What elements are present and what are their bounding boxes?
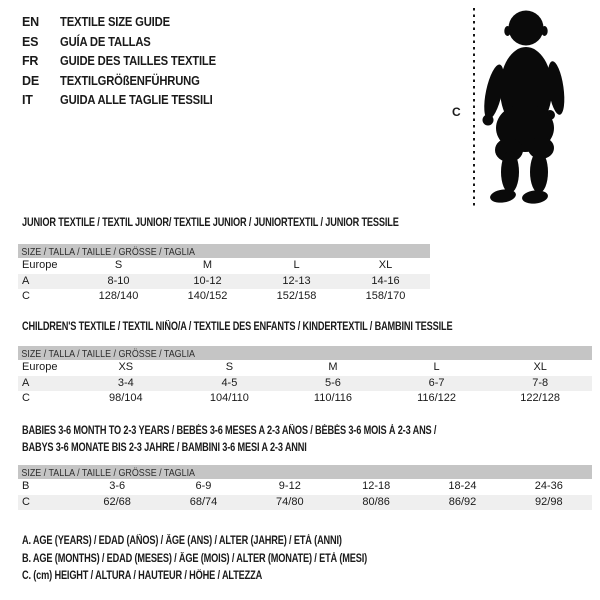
language-label: GUIDE DES TAILLES TEXTILE — [60, 54, 216, 68]
table-cell: 110/116 — [313, 392, 353, 404]
footnote-line: B. AGE (MONTHS) / EDAD (MESES) / ÂGE (MOIS) / ALTER (MONATE) / ETÀ (MESI) — [22, 552, 368, 565]
language-row — [22, 13, 233, 33]
junior-size-table — [18, 244, 430, 305]
table-row — [18, 479, 592, 495]
table-cell: 92/98 — [535, 495, 563, 508]
row-label: C — [22, 290, 30, 302]
table-cell: 74/80 — [276, 495, 304, 508]
table-cell: 140/152 — [187, 290, 228, 302]
section-title-line: JUNIOR TEXTILE / TEXTIL JUNIOR/ TEXTILE JUNIOR / JUNIORTEXTIL / JUNIOR TESSILE — [22, 217, 399, 229]
table-cell: XS — [118, 361, 134, 373]
table-cell: XL — [378, 259, 393, 271]
size-header-text: SIZE / TALLA / TAILLE / GRÖSSE / TAGLIA — [21, 467, 196, 479]
table-cell: 12-18 — [362, 480, 391, 492]
footnote-line: A. AGE (YEARS) / EDAD (AÑOS) / ÂGE (ANS) / ALTER (JAHRE) / ETÀ (ANNI) — [22, 535, 342, 547]
children-size-table — [18, 346, 592, 407]
language-label: TEXTILE SIZE GUIDE — [60, 15, 170, 29]
language-row — [22, 72, 233, 92]
table-cell: 116/122 — [417, 392, 457, 404]
language-label: TEXTILGRÖßENFÜHRUNG — [60, 73, 200, 88]
row-label: A — [22, 376, 30, 389]
baby-ear-right — [541, 26, 547, 36]
language-code: IT — [22, 93, 33, 107]
table-cell: 5-6 — [325, 376, 341, 389]
table-cell: 12-13 — [282, 274, 311, 287]
table-row — [18, 258, 430, 274]
table-cell: 98/104 — [108, 392, 143, 404]
table-cell: 3-4 — [117, 376, 134, 389]
table-cell: 3-6 — [109, 480, 126, 492]
height-measure-dashed-line — [473, 8, 475, 206]
table-cell: 6-7 — [428, 376, 445, 389]
size-header-text: SIZE / TALLA / TAILLE / GRÖSSE / TAGLIA — [21, 348, 196, 360]
size-header-bar — [18, 244, 430, 258]
table-cell: 14-16 — [371, 274, 400, 287]
table-row — [18, 495, 592, 511]
language-label: GUIDA ALLE TAGLIE TESSILI — [60, 93, 213, 107]
table-cell: 10-12 — [193, 274, 222, 287]
table-cell: L — [433, 361, 440, 373]
footnotes — [22, 533, 453, 586]
junior-section-title — [22, 215, 399, 232]
children-section-title — [22, 319, 452, 336]
table-cell: 7-8 — [532, 376, 549, 389]
table-cell: S — [114, 259, 123, 271]
baby-leg-right — [530, 151, 548, 193]
row-label: Europe — [22, 361, 58, 373]
table-cell: M — [202, 259, 213, 271]
section-title-line: CHILDREN'S TEXTILE / TEXTIL NIÑO/A / TEXTILE DES ENFANTS / KINDERTEXTIL / BAMBINI TESSILE — [22, 321, 453, 333]
language-code: ES — [22, 34, 39, 49]
size-header-bar — [18, 346, 592, 360]
table-cell: 104/110 — [209, 392, 249, 404]
table-cell: 62/68 — [103, 495, 131, 508]
baby-head — [509, 11, 544, 46]
language-row — [22, 91, 233, 111]
baby-ear-left — [504, 26, 510, 36]
language-list — [22, 13, 233, 111]
table-cell: 158/170 — [365, 290, 406, 302]
row-label: C — [22, 392, 30, 404]
language-label: GUÍA DE TALLAS — [60, 34, 151, 49]
height-label: C — [452, 105, 461, 119]
table-cell: 8-10 — [107, 274, 130, 287]
footnote-line: C. (cm) HEIGHT / ALTURA / HAUTEUR / HÖHE / ALTEZZA — [22, 570, 263, 582]
table-cell: 80/86 — [362, 495, 390, 508]
language-row — [22, 52, 233, 72]
table-row — [18, 274, 430, 290]
table-cell: 86/92 — [448, 495, 477, 508]
row-label: B — [22, 480, 30, 492]
table-cell: 4-5 — [221, 376, 238, 389]
table-cell: XL — [533, 361, 547, 373]
table-cell: 152/158 — [276, 290, 317, 302]
table-row — [18, 289, 430, 305]
language-code: EN — [22, 15, 39, 29]
table-cell: 24-36 — [534, 480, 563, 492]
table-cell: S — [225, 361, 234, 373]
section-title-line: BABIES 3-6 MONTH TO 2-3 YEARS / BEBÉS 3-6 MESES A 2-3 AÑOS / BÉBÉS 3-6 MOIS À 2-3 ANS / — [22, 425, 437, 437]
row-label: Europe — [22, 259, 58, 271]
section-title-line: BABYS 3-6 MONATE BIS 2-3 JAHRE / BAMBINI 3-6 MESI A 2-3 ANNI — [22, 442, 307, 454]
babies-section-title — [22, 423, 436, 457]
language-row — [22, 33, 233, 53]
table-cell: L — [293, 259, 300, 271]
table-cell: M — [328, 361, 338, 373]
size-header-bar — [18, 465, 592, 479]
table-row — [18, 360, 592, 376]
baby-foot-right — [521, 189, 548, 205]
table-row — [18, 376, 592, 392]
babies-size-table — [18, 465, 592, 510]
size-header-text: SIZE / TALLA / TAILLE / GRÖSSE / TAGLIA — [21, 246, 196, 258]
table-cell: 18-24 — [448, 480, 477, 492]
table-cell: 122/128 — [520, 392, 561, 404]
baby-hand-left — [483, 115, 494, 126]
row-label: C — [22, 495, 30, 508]
baby-leg-left — [501, 151, 519, 193]
table-row — [18, 391, 592, 407]
table-cell: 9-12 — [278, 480, 301, 492]
baby-silhouette-icon — [479, 4, 579, 206]
table-cell: 128/140 — [98, 290, 139, 302]
table-cell: 6-9 — [195, 480, 212, 492]
row-label: A — [22, 274, 30, 287]
language-code: FR — [22, 54, 39, 68]
language-code: DE — [22, 73, 39, 88]
table-cell: 68/74 — [189, 495, 218, 508]
